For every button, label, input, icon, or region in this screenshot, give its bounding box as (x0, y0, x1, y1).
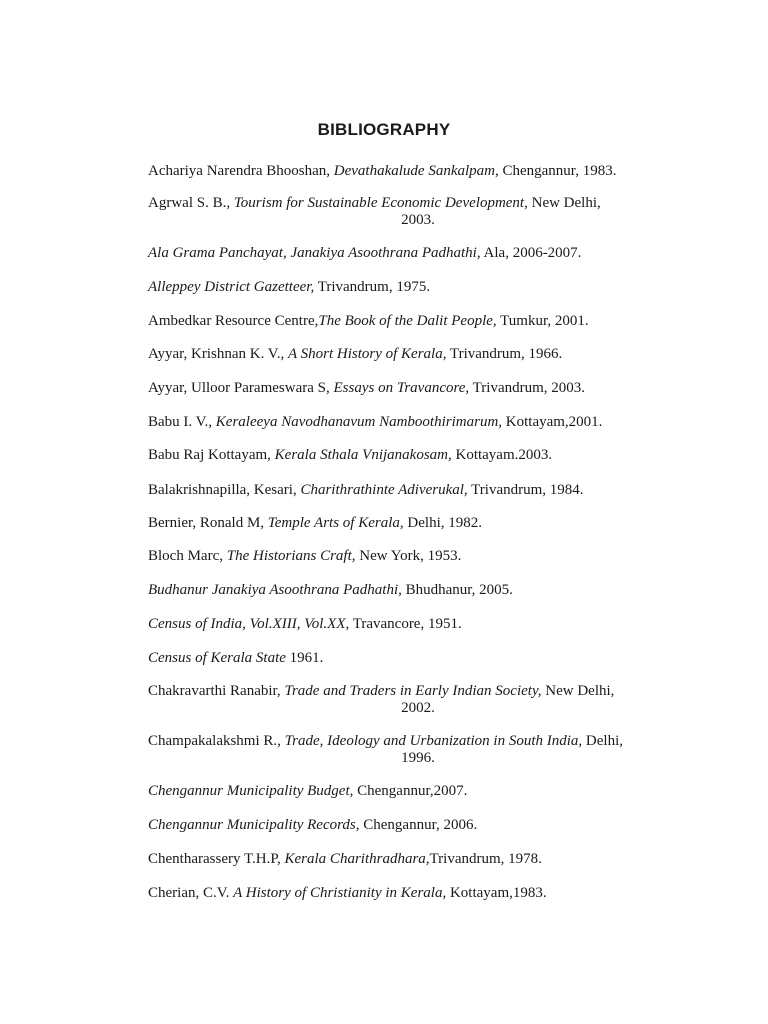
entry-publication: Trivandrum, 1966. (446, 346, 563, 362)
bibliography-entry (148, 683, 648, 717)
bibliography-entry (148, 733, 648, 767)
bibliography-entry (148, 346, 648, 363)
entry-title: The Historians Craft, (226, 548, 356, 564)
entry-author: Ayyar, Ulloor Parameswara S, (148, 380, 334, 396)
entry-publication: Kottayam,1983. (446, 885, 547, 901)
entry-author: Bernier, Ronald M, (148, 515, 268, 531)
bibliography-entry (148, 650, 648, 667)
bibliography-entry (148, 885, 648, 902)
entry-title: Essays on Travancore, (333, 380, 470, 396)
entry-publication: Trivandrum, 1978. (429, 851, 542, 867)
bibliography-entry (148, 817, 648, 834)
bibliography-entry (148, 851, 648, 868)
entry-title: Budhanur Janakiya Asoothrana Padhathi, (148, 582, 402, 598)
entry-author: Ambedkar Resource Centre, (148, 313, 319, 329)
bibliography-entry (148, 195, 648, 229)
entry-title: Charithrathinte Adiverukal, (300, 482, 468, 498)
bibliography-entry (148, 616, 648, 633)
entry-title: A History of Christianity in Kerala, (233, 885, 447, 901)
entry-title: Chengannur Municipality Records, (148, 817, 360, 833)
entry-title: Trade, Ideology and Urbanization in South India, (284, 733, 583, 749)
entry-title: Temple Arts of Kerala, (267, 515, 404, 531)
entry-author: Chentharassery T.H.P, (148, 851, 285, 867)
entry-author: Ayyar, Krishnan K. V., (148, 346, 288, 362)
entry-publication: New Delhi, (541, 683, 615, 699)
entry-publication: Trivandrum, 1975. (314, 279, 431, 295)
entry-publication: 1961. (285, 650, 324, 666)
entry-publication: Bhudhanur, 2005. (401, 582, 513, 598)
page-title: BIBLIOGRAPHY (317, 120, 451, 139)
entry-publication: Delhi, 1982. (403, 515, 482, 531)
bibliography-entry (148, 548, 648, 565)
entry-publication: Tumkur, 2001. (496, 313, 589, 329)
entry-year-continuation: 1996. (401, 750, 435, 766)
entry-title: Ala Grama Panchayat, Janakiya Asoothrana Padhathi (148, 245, 477, 261)
entry-title: Kerala Charithradhara, (284, 851, 430, 867)
entry-title: Keraleeya Navodhanavum Namboothirimarum, (215, 414, 503, 430)
entry-title: A Short History of Kerala, (287, 346, 447, 362)
bibliography-entry (148, 380, 648, 397)
entry-author: Champakalakshmi R., (148, 733, 285, 749)
entry-title: Census of India, Vol.XIII, Vol.XX (148, 616, 346, 632)
entry-title: Tourism for Sustainable Economic Development, (233, 195, 528, 211)
entry-publication: Chengannur,2007. (353, 783, 468, 799)
entry-author: Babu I. V., (148, 414, 216, 430)
entry-author: Achariya Narendra Bhooshan, (148, 163, 334, 179)
entry-title: Alleppey District Gazetteer, (148, 279, 315, 295)
entry-author: Cherian, C.V. (148, 885, 234, 901)
entry-title: Trade and Traders in Early Indian Society, (284, 683, 542, 699)
entry-publication: , Travancore, 1951. (345, 616, 462, 632)
entry-title: Chengannur Municipality Budget, (148, 783, 354, 799)
bibliography-entry (148, 414, 648, 431)
entry-author: Balakrishnapilla, Kesari, (148, 482, 301, 498)
entry-publication: Chengannur, 1983. (498, 163, 617, 179)
entry-publication: New York, 1953. (355, 548, 462, 564)
entry-publication: Kottayam,2001. (502, 414, 603, 430)
entry-title: Kerala Sthala Vnijanakosam, (274, 447, 452, 463)
bibliography-entry (148, 515, 648, 532)
entry-publication: Chengannur, 2006. (359, 817, 478, 833)
entry-title: Census of Kerala State (148, 650, 286, 666)
bibliography-entry (148, 279, 648, 296)
entry-author: Bloch Marc, (148, 548, 227, 564)
entry-publication: Trivandrum, 2003. (469, 380, 586, 396)
entry-year-continuation: 2003. (401, 212, 435, 228)
entry-publication: New Delhi, (527, 195, 601, 211)
bibliography-entry (148, 783, 648, 800)
entry-publication: Kottayam.2003. (451, 447, 553, 463)
bibliography-entry (148, 447, 648, 464)
entry-author: Babu Raj Kottayam, (148, 447, 275, 463)
entry-title: Devathakalude Sankalpam, (333, 163, 499, 179)
entry-author: Agrwal S. B., (148, 195, 234, 211)
bibliography-entry (148, 482, 648, 499)
bibliography-entry (148, 245, 648, 262)
bibliography-entry (148, 582, 648, 599)
entry-publication: Trivandrum, 1984. (467, 482, 584, 498)
bibliography-entry (148, 313, 648, 330)
entry-author: Chakravarthi Ranabir, (148, 683, 285, 699)
entry-year-continuation: 2002. (401, 700, 435, 716)
entry-title: The Book of the Dalit People, (318, 313, 497, 329)
bibliography-entry (148, 163, 648, 180)
entry-publication: Delhi, (582, 733, 623, 749)
entry-publication: , Ala, 2006-2007. (476, 245, 582, 261)
